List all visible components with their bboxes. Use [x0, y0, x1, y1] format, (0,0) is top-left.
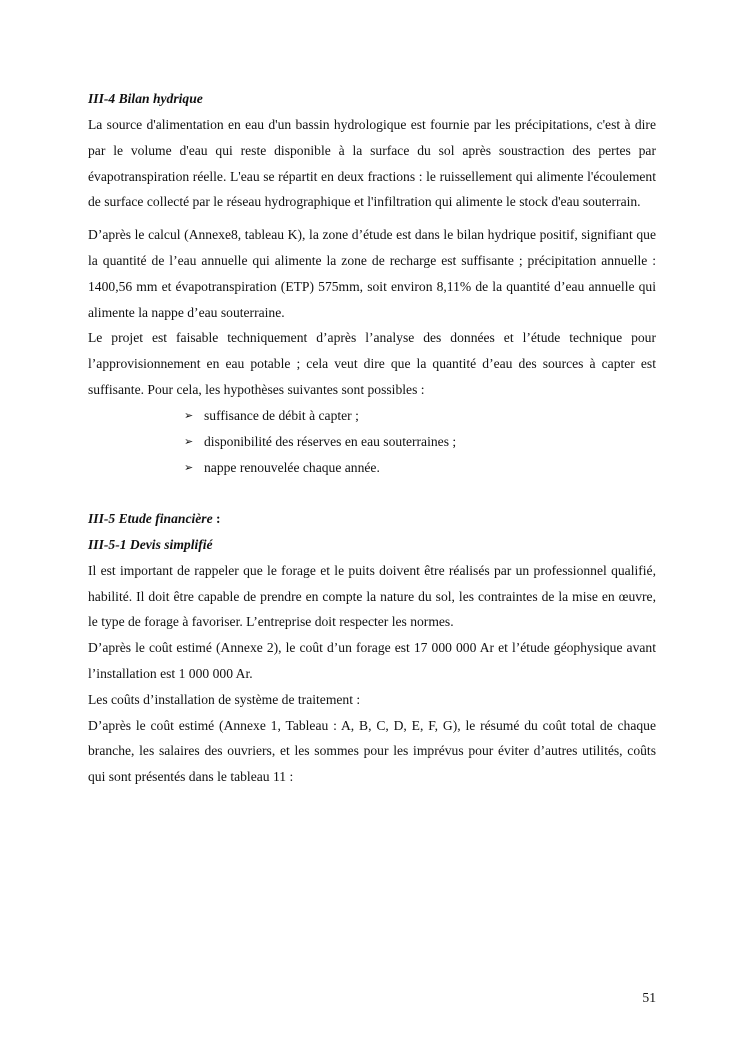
hypotheses-list [88, 403, 656, 481]
arrowhead-bullet-icon: ➢ [184, 461, 194, 474]
heading-suffix: : [212, 510, 221, 526]
list-item [184, 403, 656, 429]
paragraph-projet-faisable: Le projet est faisable techniquement d’après l’analyse des données et l’étude technique pour l’approvisionnement en eau potable ; cela veut dire que la quantité d’eau des sources à capter est suffisante. Pour cela, les hypothèses suivantes sont possibles : [88, 330, 656, 397]
paragraph-couts-installation: Les coûts d’installation de système de traitement : [88, 691, 361, 707]
document-page [88, 86, 656, 790]
paragraph-cout-estime-tableau: D’après le coût estimé (Annexe 1, Tableau : A, B, C, D, E, F, G), le résumé du coût total de chaque branche, les salaires des ouvriers, et les sommes pour les imprévus pour éviter d’autres utilités, coûts qui sont présentés dans le tableau 11 : [88, 717, 656, 785]
list-item [184, 455, 656, 481]
list-item [184, 429, 656, 455]
list-item-text: nappe renouvelée chaque année. [204, 459, 380, 475]
list-item-text: suffisance de débit à capter ; [204, 407, 359, 423]
arrowhead-bullet-icon: ➢ [184, 435, 194, 448]
paragraph-bilan-calcul: D’après le calcul (Annexe8, tableau K), la zone d’étude est dans le bilan hydrique positif, signifiant que la quantité de l’eau annuelle qui alimente la zone de recharge est suffisante ; précipitation annuelle : 1400,56 mm et évapotranspiration (ETP) 575mm, soit environ 8,11% de la quantité d’eau annuelle qui alimente la nappe d’eau souterraine. [88, 227, 656, 320]
page-number: 51 [642, 990, 656, 1005]
heading-text: III-5 Etude financière [88, 510, 213, 526]
paragraph-cout-forage: D’après le coût estimé (Annexe 2), le coût d’un forage est 17 000 000 Ar et l’étude géophysique avant l’installation est 1 000 000 Ar. [88, 640, 656, 681]
section-heading-bilan-hydrique: III-4 Bilan hydrique [88, 91, 203, 106]
spacer [88, 215, 656, 222]
paragraph-forage-professionnel: Il est important de rappeler que le forage et le puits doivent être réalisés par un professionnel qualifié, habilité. Il doit être capable de prendre en compte la nature du sol, les contraintes de la mise en œuvre, le type de forage à favoriser. L’entreprise doit respecter les normes. [88, 562, 656, 630]
spacer [88, 481, 656, 506]
list-item-text: disponibilité des réserves en eau souterraines ; [204, 433, 457, 449]
section-heading-etude-financiere [88, 506, 656, 532]
subsection-heading-devis-simplifie: III-5-1 Devis simplifié [88, 536, 213, 552]
paragraph-bilan-source: La source d'alimentation en eau d'un bassin hydrologique est fournie par les précipitations, c'est à dire par le volume d'eau qui reste disponible à la surface du sol après soustraction des pertes par évapotranspiration réelle. L'eau se répartit en deux fractions : le ruissellement qui alimente l'écoulement de surface collecté par le réseau hydrographique et l'infiltration qui alimente le stock d'eau souterrain. [88, 117, 656, 210]
arrowhead-bullet-icon: ➢ [184, 409, 194, 422]
